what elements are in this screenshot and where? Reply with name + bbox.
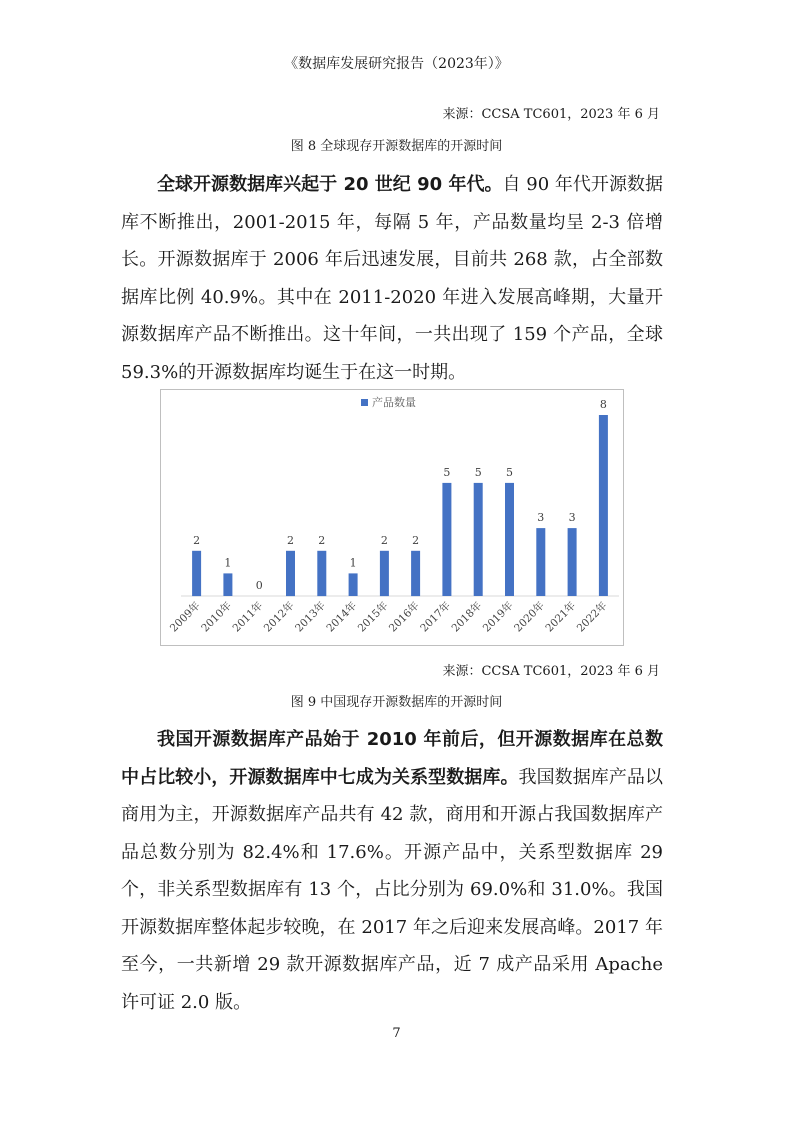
bar-value-label: 2 bbox=[412, 533, 420, 547]
x-tick-label: 2016年 bbox=[386, 599, 422, 635]
bar-value-label: 3 bbox=[537, 511, 545, 525]
figure8-source: 来源：CCSA TC601，2023 年 6 月 bbox=[442, 107, 660, 122]
bar bbox=[536, 528, 545, 596]
bar-value-label: 5 bbox=[506, 465, 513, 479]
legend-swatch bbox=[361, 399, 368, 406]
paragraph-body: 自 90 年代开源数据库不断推出，2001-2015 年，每隔 5 年，产品数量均呈 2-3 倍增长。开源数据库于 2006 年后迅速发展，目前共 268 款，占全部数据库比例 40.9%。其中在 2011-2020 年进入发展高峰期，大量开源数据库产品不断推出。这十年间，一共出现了 159 个产品，全球 59.3%的开源数据库均诞生于在这一时期。 bbox=[121, 174, 664, 383]
x-tick-label: 2013年 bbox=[293, 599, 328, 635]
x-tick-label: 2020年 bbox=[512, 599, 547, 635]
figure8-caption: 图 8 全球现存开源数据库的开源时间 bbox=[290, 139, 503, 154]
bar bbox=[317, 551, 326, 596]
bar-value-label: 2 bbox=[380, 533, 388, 547]
x-tick-label: 2011年 bbox=[230, 599, 266, 635]
paragraph-global-open-source bbox=[121, 166, 663, 391]
bar bbox=[192, 551, 201, 596]
x-tick-label: 2012年 bbox=[261, 599, 297, 635]
legend-label: 产品数量 bbox=[372, 396, 416, 409]
bar-series bbox=[192, 415, 608, 596]
bar bbox=[505, 483, 514, 596]
paragraph-lead-sentence: 我国开源数据库产品始于 2010 年前后，但开源数据库在总数中占比较小，开源数据库中七成为关系型数据库。 bbox=[121, 729, 663, 788]
paragraph-china-open-source bbox=[121, 721, 663, 1021]
bar bbox=[223, 573, 232, 596]
x-tick-label: 2022年 bbox=[574, 599, 610, 635]
bar bbox=[442, 483, 451, 596]
bar bbox=[568, 528, 577, 596]
paragraph-lead-sentence: 全球开源数据库兴起于 20 世纪 90 年代。 bbox=[157, 174, 503, 195]
chart-legend bbox=[361, 395, 416, 409]
x-tick-label: 2010年 bbox=[199, 599, 235, 635]
bar-chart-frame bbox=[160, 389, 624, 646]
bar-value-label: 3 bbox=[568, 511, 576, 525]
bar bbox=[599, 415, 608, 596]
bar-value-label: 2 bbox=[193, 533, 201, 547]
x-tick-label: 2019年 bbox=[480, 599, 516, 635]
bar-value-label: 1 bbox=[224, 556, 232, 570]
bar-value-label: 1 bbox=[349, 556, 357, 570]
bar bbox=[286, 551, 295, 596]
x-tick-label: 2009年 bbox=[167, 599, 203, 635]
bar-value-label: 5 bbox=[443, 465, 451, 479]
bar bbox=[411, 551, 420, 596]
bar-chart bbox=[161, 390, 623, 645]
figure9-caption: 图 9 中国现存开源数据库的开源时间 bbox=[290, 695, 503, 710]
x-tick-label: 2018年 bbox=[449, 599, 485, 635]
bar-value-label: 0 bbox=[255, 579, 263, 592]
figure9-source: 来源：CCSA TC601，2023 年 6 月 bbox=[442, 664, 660, 679]
running-header: 《数据库发展研究报告（2023年）》 bbox=[284, 56, 509, 72]
x-tick-labels bbox=[167, 599, 610, 635]
x-tick-label: 2015年 bbox=[355, 599, 391, 635]
page-number: 7 bbox=[392, 1026, 401, 1041]
x-tick-label: 2021年 bbox=[543, 599, 579, 635]
bar bbox=[474, 483, 483, 596]
bar-value-label: 5 bbox=[474, 465, 482, 479]
bar-value-label: 2 bbox=[287, 533, 294, 547]
bar bbox=[380, 551, 389, 596]
x-tick-label: 2017年 bbox=[418, 599, 454, 635]
paragraph-body: 我国数据库产品以商用为主，开源数据库产品共有 42 款，商用和开源占我国数据库产品总数分别为 82.4%和 17.6%。开源产品中，关系型数据库 29 个，非关系型数据库有 13 个，占比分别为 69.0%和 31.0%。我国开源数据库整体起步较晚，在 2017 年之后迎来发展高峰。2017 年至今，一共新增 29 款开源数据库产品，近 7 成产品采用 Apache 许可证 2.0 版。 bbox=[121, 766, 663, 1013]
bar bbox=[349, 573, 358, 596]
x-tick-label: 2014年 bbox=[324, 599, 360, 635]
bar-value-label: 8 bbox=[599, 398, 607, 411]
bar-value-label: 2 bbox=[318, 533, 326, 547]
